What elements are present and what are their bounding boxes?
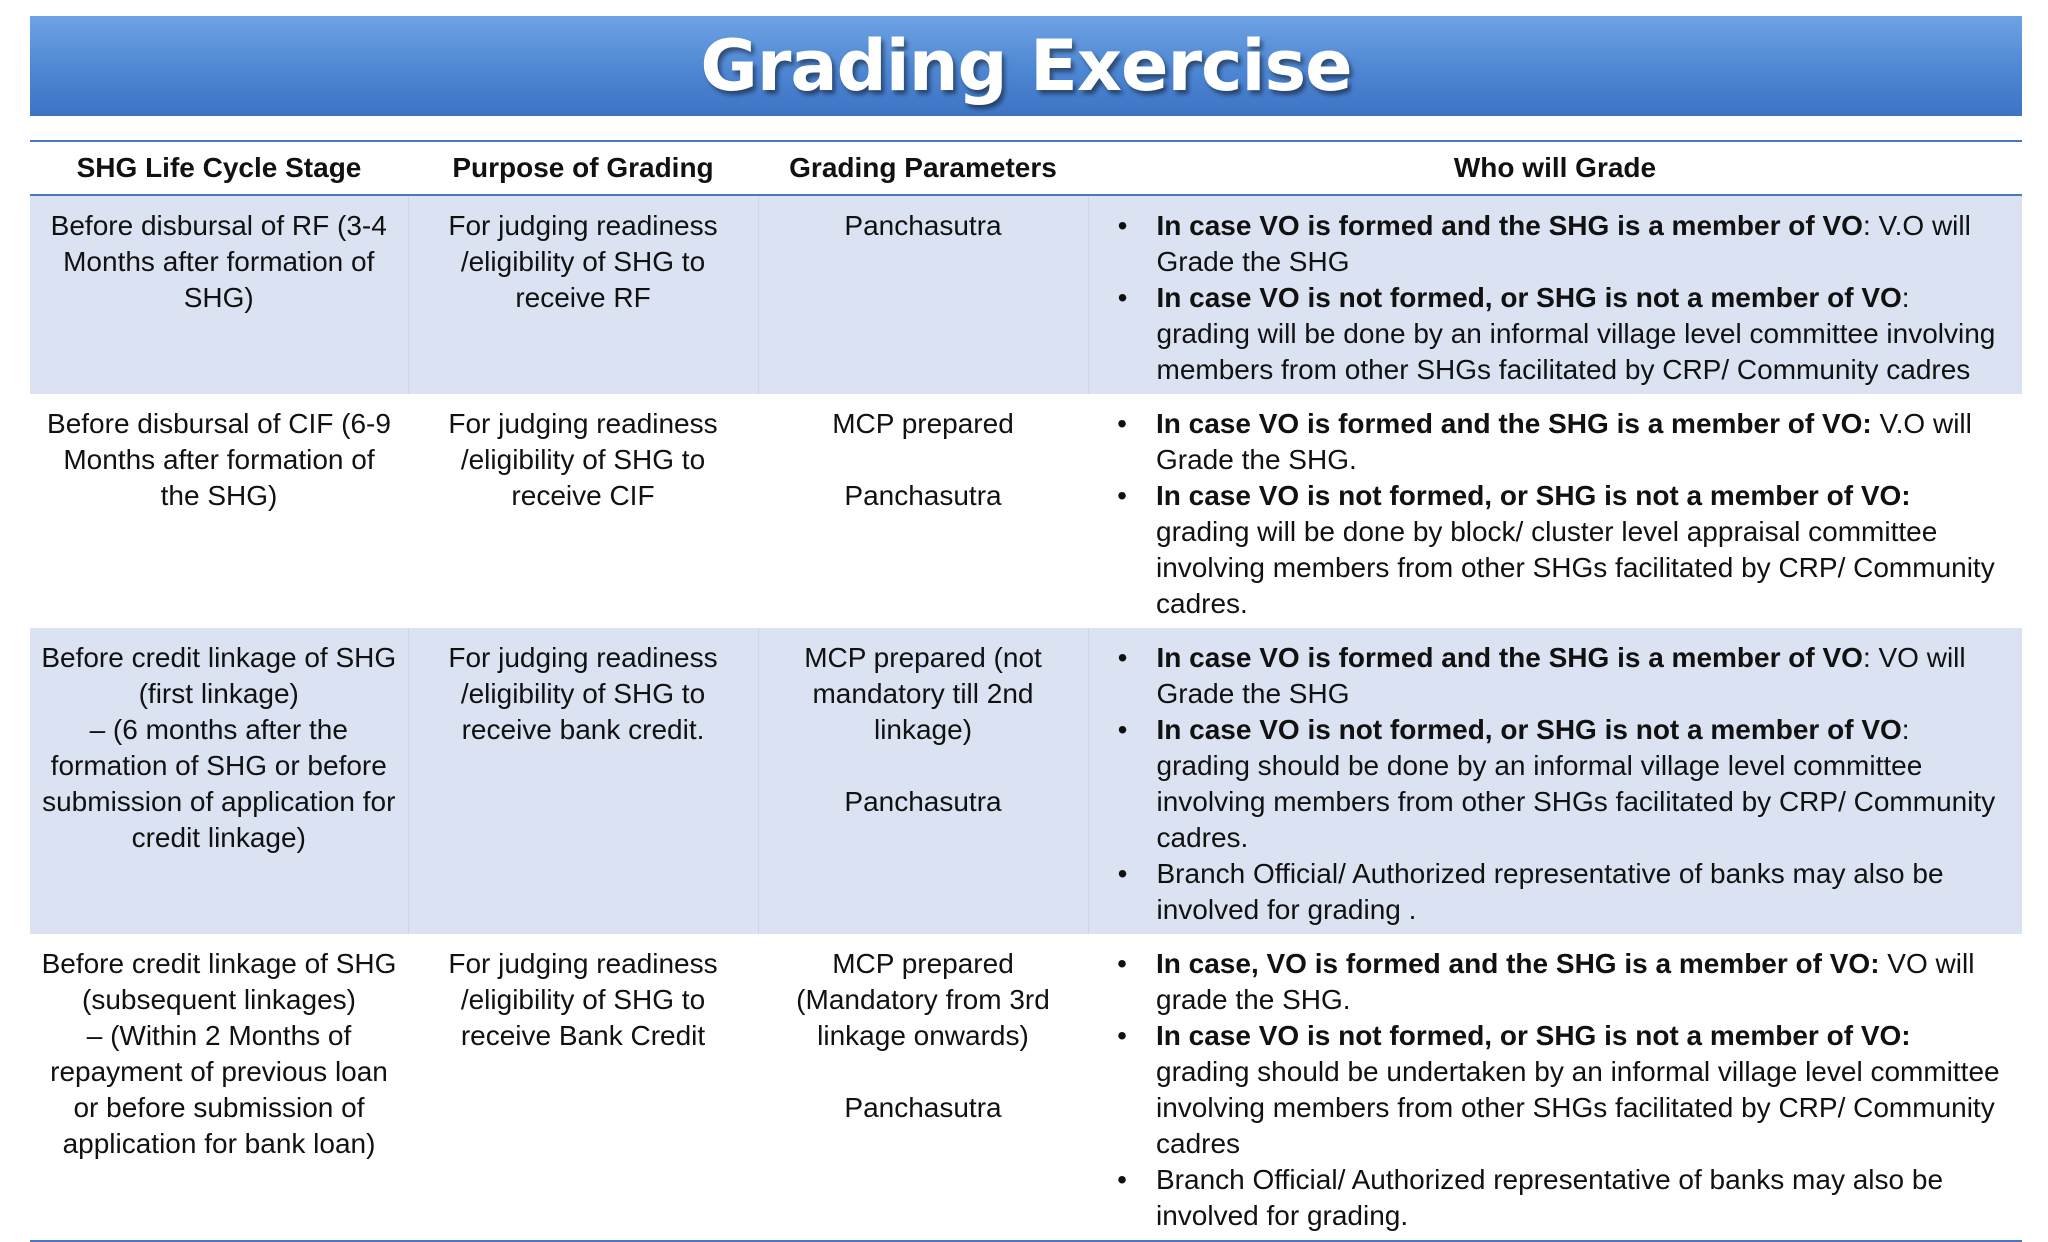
parameters-cell bbox=[758, 195, 1088, 394]
stage-cell: Before credit linkage of SHG (first linkage) – (6 months after the formation of SHG or before submission of application for credit linkage) bbox=[30, 628, 408, 934]
grader-item bbox=[1112, 478, 2008, 622]
header-row bbox=[30, 141, 2022, 195]
condition-text: In case VO is formed and the SHG is a member of VO bbox=[1156, 642, 1863, 673]
who-cell bbox=[1088, 195, 2022, 394]
title-banner bbox=[30, 16, 2022, 116]
table-row bbox=[30, 394, 2022, 628]
purpose-cell: For judging readiness /eligibility of SHG to receive bank credit. bbox=[408, 628, 758, 934]
parameter-item: Panchasutra bbox=[844, 480, 1002, 511]
grader-text: Branch Official/ Authorized representative of banks may also be involved for grading . bbox=[1156, 858, 1944, 925]
grader-item bbox=[1113, 640, 2009, 712]
parameter-item: MCP prepared (Mandatory from 3rd linkage onwards) bbox=[796, 948, 1050, 1051]
grader-item bbox=[1113, 208, 2009, 280]
bullet-icon: • bbox=[1117, 642, 1128, 673]
bullet-icon: • bbox=[1117, 1020, 1127, 1051]
purpose-cell: For judging readiness /eligibility of SHG to receive RF bbox=[408, 195, 758, 394]
stage-cell: Before credit linkage of SHG (subsequent linkages) – (Within 2 Months of repayment of previous loan or before submission of application for bank loan) bbox=[30, 934, 408, 1241]
grader-item bbox=[1113, 712, 2009, 856]
condition-text: In case VO is not formed, or SHG is not a member of VO: bbox=[1156, 480, 1911, 511]
grading-table bbox=[30, 140, 2022, 1242]
header-purpose: Purpose of Grading bbox=[408, 141, 758, 195]
condition-text: In case VO is formed and the SHG is a member of VO: bbox=[1156, 408, 1872, 439]
grader-item bbox=[1113, 280, 2009, 388]
grader-text: V.O will Grade the SHG. bbox=[1156, 408, 1972, 475]
purpose-cell: For judging readiness /eligibility of SHG to receive CIF bbox=[408, 394, 758, 628]
grader-item bbox=[1112, 1018, 2008, 1162]
grader-text: grading will be done by block/ cluster level appraisal committee involving members from other SHGs facilitated by CRP/ Community cadres. bbox=[1156, 516, 1995, 619]
header-who-will-grade: Who will Grade bbox=[1088, 141, 2022, 195]
bullet-icon: • bbox=[1117, 408, 1127, 439]
condition-text: In case, VO is formed and the SHG is a member of VO: bbox=[1156, 948, 1880, 979]
purpose-cell: For judging readiness /eligibility of SHG to receive Bank Credit bbox=[408, 934, 758, 1241]
stage-cell: Before disbursal of RF (3-4 Months after formation of SHG) bbox=[30, 195, 408, 394]
header-parameters: Grading Parameters bbox=[758, 141, 1088, 195]
grader-text: : grading should be done by an informal village level committee involving members from other SHGs facilitated by CRP/ Community cadres. bbox=[1156, 714, 1996, 853]
header-stage: SHG Life Cycle Stage bbox=[30, 141, 408, 195]
grader-item bbox=[1112, 946, 2008, 1018]
slide-title: Grading Exercise bbox=[700, 25, 1352, 107]
condition-text: In case VO is not formed, or SHG is not a member of VO bbox=[1156, 714, 1902, 745]
parameter-item: Panchasutra bbox=[844, 1092, 1002, 1123]
parameter-item: MCP prepared bbox=[832, 408, 1014, 439]
grader-text: : grading will be done by an informal village level committee involving members from other SHGs facilitated by CRP/ Community cadres bbox=[1156, 282, 1996, 385]
bullet-icon: • bbox=[1117, 858, 1128, 889]
bullet-icon: • bbox=[1117, 948, 1127, 979]
parameters-cell bbox=[758, 628, 1088, 934]
who-cell bbox=[1088, 934, 2022, 1241]
bullet-icon: • bbox=[1117, 1164, 1127, 1195]
stage-cell: Before disbursal of CIF (6-9 Months after formation of the SHG) bbox=[30, 394, 408, 628]
bullet-icon: • bbox=[1117, 210, 1128, 241]
condition-text: In case VO is not formed, or SHG is not a member of VO bbox=[1156, 282, 1902, 313]
who-cell bbox=[1088, 394, 2022, 628]
bullet-icon: • bbox=[1117, 714, 1128, 745]
who-cell bbox=[1088, 628, 2022, 934]
condition-text: In case VO is formed and the SHG is a member of VO bbox=[1156, 210, 1863, 241]
parameter-item: Panchasutra bbox=[844, 210, 1002, 241]
table-row bbox=[30, 934, 2022, 1241]
grader-text: grading should be undertaken by an informal village level committee involving members from other SHGs facilitated by CRP/ Community cadres bbox=[1156, 1056, 2000, 1159]
table-row bbox=[30, 628, 2022, 934]
grader-text: VO will grade the SHG. bbox=[1156, 948, 1975, 1015]
condition-text: In case VO is not formed, or SHG is not a member of VO: bbox=[1156, 1020, 1911, 1051]
grader-text: : V.O will Grade the SHG bbox=[1156, 210, 1971, 277]
bullet-icon: • bbox=[1117, 480, 1127, 511]
grader-text: Branch Official/ Authorized representative of banks may also be involved for grading. bbox=[1156, 1164, 1944, 1231]
parameter-item: Panchasutra bbox=[844, 786, 1002, 817]
parameter-item: MCP prepared (not mandatory till 2nd linkage) bbox=[804, 642, 1042, 745]
grader-item bbox=[1113, 856, 2009, 928]
grader-item bbox=[1112, 1162, 2008, 1234]
bullet-icon: • bbox=[1117, 282, 1128, 313]
grader-text: : VO will Grade the SHG bbox=[1156, 642, 1966, 709]
parameters-cell bbox=[758, 394, 1088, 628]
table-row bbox=[30, 195, 2022, 394]
grader-item bbox=[1112, 406, 2008, 478]
parameters-cell bbox=[758, 934, 1088, 1241]
